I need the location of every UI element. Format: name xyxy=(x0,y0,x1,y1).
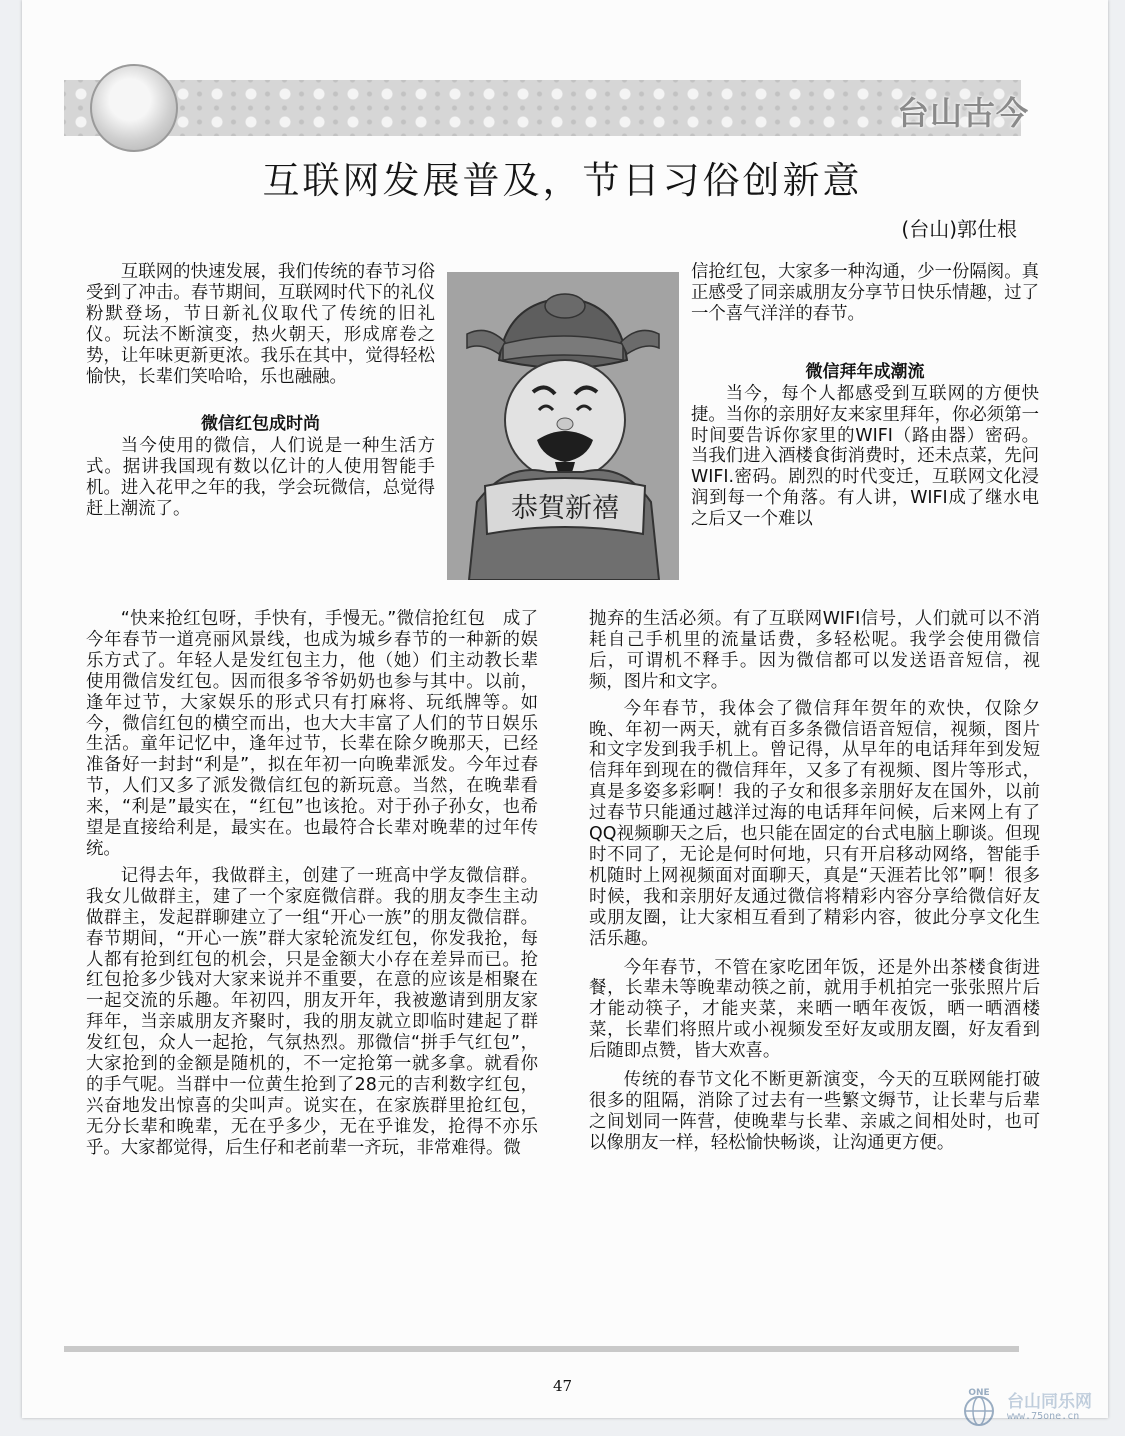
banner-seal-icon xyxy=(90,64,178,152)
lower-right-column xyxy=(589,609,1040,1154)
watermark-url: www.75one.cn xyxy=(1007,1411,1080,1422)
paragraph-continued: 抛弃的生活必须。有了互联网WIFI信号，人们就可以不消耗自己手机里的流量话费，多轻松呢。我学会使用微信后，可谓机不释手。因为微信都可以发送语音短信，视频，图片和文字。 xyxy=(589,609,1040,692)
right-column xyxy=(691,262,1039,530)
left-column xyxy=(86,262,435,520)
intro-paragraph: 互联网的快速发展，我们传统的春节习俗受到了冲击。春节期间，互联网时代下的礼仪粉默登场，节日新礼仪取代了传统的旧礼 仪。玩法不断演变，热火朝天，形成席卷之势，让年味更新更浓。我乐在其中，觉得轻松愉快，长辈们笑哈哈，乐也融融。 xyxy=(86,262,435,387)
section-heading-red-packet: 微信红包成时尚 xyxy=(201,414,320,435)
section-banner xyxy=(64,80,1021,136)
footer-rule xyxy=(64,1346,1019,1352)
section-label: 台山古今 xyxy=(896,94,1029,132)
lower-left-column xyxy=(86,609,538,1159)
section-heading-new-year-greetings: 微信拜年成潮流 xyxy=(805,361,925,382)
globe-logo-icon xyxy=(957,1385,1001,1429)
paragraph: 当今，每个人都感受到互联网的方便快捷。当你的亲朋好友来家里拜年，你必须第一时间要告诉你家里的WIFI（路由器）密码。当我们进入酒楼食街消费时，还未点菜，先问WIFI.密码。剧烈的时代变迁，互联网文化浸润到每一个角落。有人讲，WIFI成了继水电之后又一个难以 xyxy=(691,383,1039,530)
article-byline: (台山)郭仕根 xyxy=(901,217,1017,241)
illustration-svg xyxy=(447,272,679,580)
page-number: 47 xyxy=(552,1377,573,1395)
site-watermark xyxy=(957,1385,1107,1429)
watermark-brand: 台山同乐网 xyxy=(1007,1392,1092,1412)
paragraph: 记得去年，我做群主，创建了一班高中学友微信群。我女儿做群主，建了一个家庭微信群。我的朋友李生主动做群主，发起群聊建立了一组“开心一族”的朋友微信群。春节期间，“开心一族”群大家轮流发红包，你发我抢，每人都有抢到红包的机会，只是金额大小存在差异而已。抢红包抢多少钱对大家来说并不重要，在意的应该是相聚在一起交流的乐趣。年初四，朋友开年，我被邀请到朋友家拜年，当亲戚朋友齐聚时，我的朋友就立即临时建起了群发红包，众人一起抢，气氛热烈。那微信“拼手气红包”，大家抢到的金额是随机的，不一定抢第一就多拿。就看你的手气呢。当群中一位黄生抢到了28元的吉利数字红包，兴奋地发出惊喜的尖叫声。说实在，在家族群里抢红包，无分长辈和晚辈，无在乎多少，无在乎谁发，抢得不亦乐乎。大家都觉得，后生仔和老前辈一齐玩，非常难得。微 xyxy=(86,865,538,1158)
paragraph: 当今使用的微信，人们说是一种生活方式。据讲我国现有数以亿计的人使用智能手机。进入花甲之年的我，学会玩微信，总觉得赶上潮流了。 xyxy=(86,436,435,520)
paragraph: 今年春节，我体会了微信拜年贺年的欢快，仅除夕晚、年初一两天，就有百多条微信语音短信，视频，图片和文字发到我手机上。曾记得，从早年的电话拜年到发短信拜年到现在的微信拜年，又多了有视频、图片等形式，真是多姿多彩啊！我的子女和很多亲朋好友在国外，以前过春节只能通过越洋过海的电话拜年问候，后来网上有了QQ视频聊天之后，也只能在固定的台式电脑上聊谈。但现时不同了，无论是何时何地，只有开启移动网络，智能手机随时上网视频面对面聊天，真是“天涯若比邻”啊！很多时候，我和亲朋好友通过微信将精彩内容分享给微信好友或朋友圈，让大家相互看到了精彩内容，彼此分享文化生活乐趣。 xyxy=(589,698,1040,949)
paragraph: “快来抢红包呀，手快有，手慢无。”微信抢红包 成了今年春节一道亮丽风景线，也成为城乡春节的一种新的娱乐方式了。年轻人是发红包主力，他（她）们主动教长辈使用微信发红包。因而很多爷爷奶奶也参与其中。以前，逢年过节，大家娱乐的形式只有打麻将、玩纸牌等。如今，微信红包的横空而出，也大大丰富了人们的节日娱乐生活。童年记忆中，逢年过节，长辈在除夕晚那天，已经准备好一封封“利是”，拟在年初一向晚辈派发。今年过春节，人们又多了派发微信红包的新玩意。当然，在晚辈看来，“利是”最实在，“红包”也该抢。对于孙子孙女，也希望是直接给利是，最实在。也最符合长辈对晚辈的过年传统。 xyxy=(86,609,538,859)
paragraph-continued: 信抢红包，大家多一种沟通，少一份隔阂。真正感受了同亲戚朋友分享节日快乐情趣，过了一个喜气洋洋的春节。 xyxy=(691,262,1039,324)
scroll-text: 恭賀新禧 xyxy=(511,493,619,524)
paragraph: 传统的春节文化不断更新演变，今天的互联网能打破很多的阻隔，消除了过去有一些繁文缛节，让长辈与后辈之间划同一阵营，使晚辈与长辈、亲戚之间相处时，也可以像朋友一样，轻松愉快畅谈，让沟通更方便。 xyxy=(589,1070,1040,1153)
article-title: 互联网发展普及，节日习俗创新意 xyxy=(262,159,863,202)
paragraph: 今年春节，不管在家吃团年饭，还是外出茶楼食街进餐，长辈未等晚辈动筷之前，就用手机拍完一张张照片后才能动筷子，才能夹菜，来晒一晒年夜饭，晒一晒酒楼菜，长辈们将照片或小视频发至好友或朋友圈，好友看到后随即点赞，皆大欢喜。 xyxy=(589,957,1040,1062)
god-of-wealth-illustration xyxy=(447,272,679,580)
svg-text:ONE: ONE xyxy=(968,1388,990,1398)
